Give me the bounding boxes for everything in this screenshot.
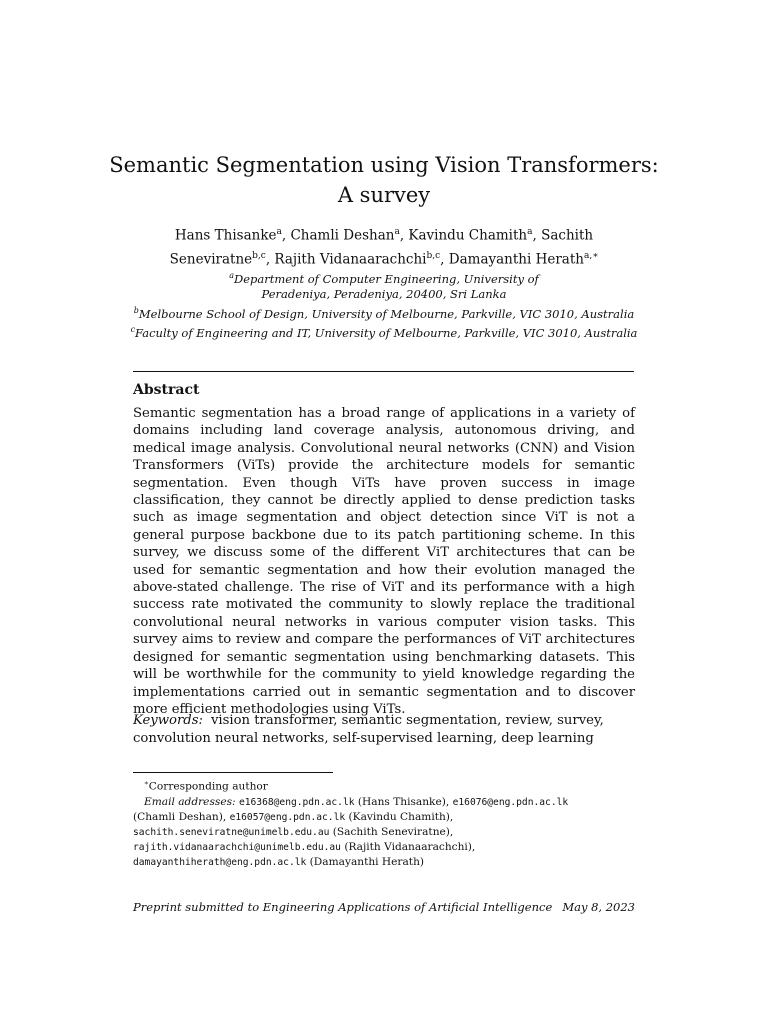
email-link[interactable]: e16076@eng.pdn.ac.lk	[452, 796, 569, 808]
author-name: Damayanthi Herath	[448, 251, 584, 267]
author-affil-mark: b,c	[252, 250, 266, 261]
abstract-top-rule	[133, 371, 634, 372]
author-list	[0, 222, 768, 269]
affiliations	[0, 268, 768, 342]
title-line-2: A survey	[337, 183, 431, 207]
email-link[interactable]: sachith.seneviratne@unimelb.edu.au	[133, 826, 330, 838]
author-name: Rajith Vidanaarachchi	[274, 251, 427, 267]
email-link[interactable]: e16368@eng.pdn.ac.lk	[238, 796, 355, 808]
author-affil-mark: a	[394, 227, 400, 237]
email-line-5: damayanthiherath@eng.pdn.ac.lk (Damayanthi Herath)	[133, 855, 425, 868]
footer-date: May 8, 2023	[562, 900, 635, 914]
email-line-4: rajith.vidanaarachchi@unimelb.edu.au (Rajith Vidanaarachchi),	[133, 840, 476, 853]
abstract-body: Semantic segmentation has a broad range of applications in a variety of domains including land coverage analysis, autonomous driving, and medical image analysis. Convolutional neural networks (CNN) and Vision Transformers (ViTs) provide the architecture models for semantic segmentation. Even though ViTs have proven success in image classification, they cannot be directly applied to dense prediction tasks such as image segmentation and object detection since ViT is not a general purpose backbone due to its patch partitioning scheme. In this survey, we discuss some of the different ViT architectures that can be used for semantic segmentation and how their evolution managed the above-stated challenge. The rise of ViT and its performance with a high success rate motivated the community to slowly replace the traditional convolutional neural networks in various computer vision tasks. This survey aims to review and compare the performances of ViT architectures designed for semantic segmentation using benchmarking datasets. This will be worthwhile for the community to yield knowledge regarding the implementations carried out in semantic segmentation and to discover more efficient methodologies using ViTs.	[133, 406, 635, 717]
page-footer	[133, 900, 635, 914]
footer-preprint-note: Preprint submitted to Engineering Applications of Artificial Intelligence	[133, 900, 553, 914]
author-name: Chamli Deshan	[290, 227, 395, 244]
email-link[interactable]: damayanthiherath@eng.pdn.ac.lk	[133, 856, 307, 868]
author-line-1: Hans Thisanke$^a$, Chamli Deshan$^a$, Kavindu Chamith$^a$, Sachith	[174, 227, 594, 244]
corresponding-author-note: ∗Corresponding author	[144, 779, 268, 793]
email-label: Email addresses:	[144, 795, 236, 808]
keywords-label: Keywords:	[133, 713, 203, 728]
title-line-1: Semantic Segmentation using Vision Transformers:	[109, 153, 659, 177]
author-name-second-part: Seneviratne	[169, 251, 253, 267]
author-affil-mark: a,∗	[583, 250, 599, 261]
affiliation-c: $^c$Faculty of Engineering and IT, University of Melbourne, Parkville, VIC 3010, Australia	[130, 325, 638, 341]
author-line-2: Seneviratne$^{b,c}$, Rajith Vidanaarachchi$^{b,c}$, Damayanthi Herath$^{a,∗}$	[169, 250, 599, 267]
keywords	[133, 712, 635, 748]
paper-title	[0, 150, 768, 210]
author-affil-mark: a	[527, 227, 533, 237]
affiliation-a-cont: Peradeniya, Peradeniya, 20400, Sri Lanka	[261, 287, 507, 302]
email-line-3: sachith.seneviratne@unimelb.edu.au (Sachith Seneviratne),	[133, 825, 454, 838]
author-affil-mark: b,c	[426, 250, 441, 261]
affiliation-a: $^a$Department of Computer Engineering, University of	[229, 271, 539, 286]
email-line-1: Email addresses: e16368@eng.pdn.ac.lk (Hans Thisanke), e16076@eng.pdn.ac.lk	[144, 795, 569, 808]
email-link[interactable]: e16057@eng.pdn.ac.lk	[229, 811, 346, 823]
email-line-2: (Chamli Deshan), e16057@eng.pdn.ac.lk (Kavindu Chamith),	[133, 810, 454, 823]
author-name: Kavindu Chamith	[408, 227, 528, 244]
keywords-text: vision transformer, semantic segmentation, review, survey, convolution neural networks, self-supervised learning, deep learning	[133, 713, 604, 746]
author-affil-mark: a	[276, 227, 282, 237]
email-link[interactable]: rajith.vidanaarachchi@unimelb.edu.au	[133, 841, 341, 853]
abstract-heading: Abstract	[133, 382, 200, 398]
footnotes	[133, 776, 643, 870]
affiliation-b: $^b$Melbourne School of Design, University of Melbourne, Parkville, VIC 3010, Australia	[133, 306, 635, 321]
author-name-first-part: Sachith	[541, 227, 594, 244]
author-name: Hans Thisanke	[174, 227, 277, 244]
footnote-rule	[133, 772, 333, 773]
